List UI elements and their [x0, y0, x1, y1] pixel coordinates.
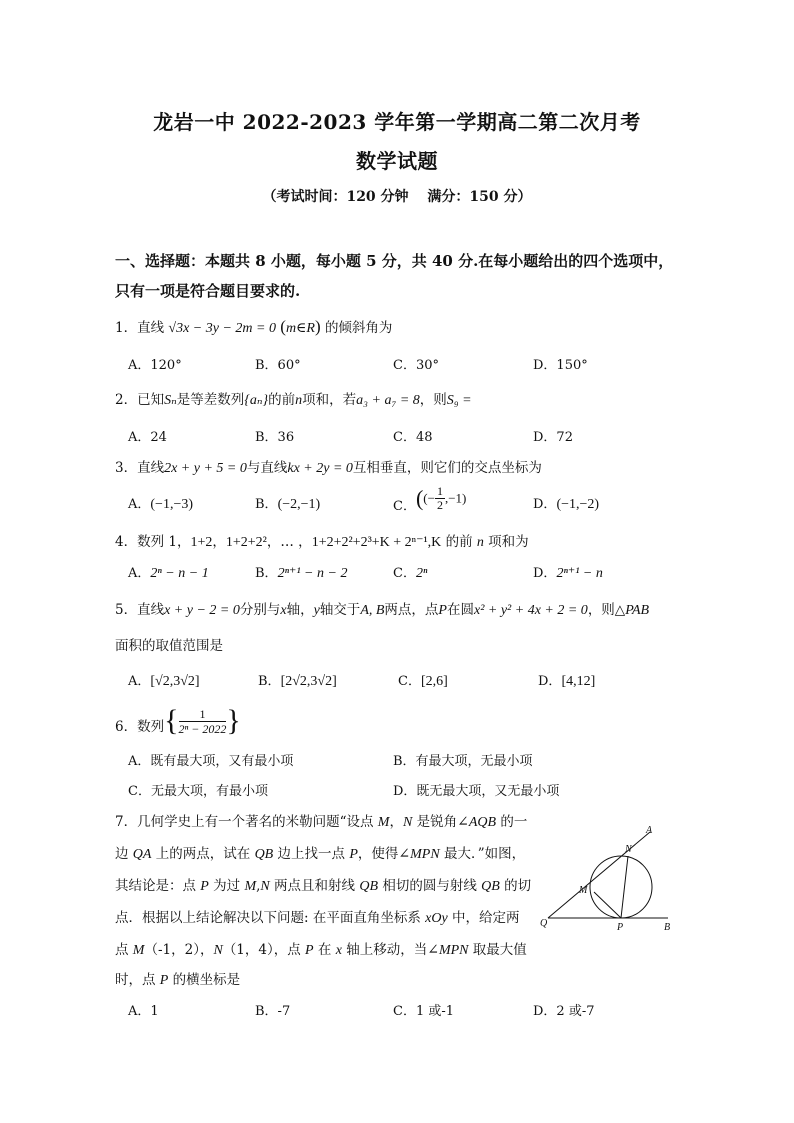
option-a: A．24 — [128, 430, 167, 445]
text: ，则△ — [587, 602, 626, 618]
option-d: D．72 — [533, 430, 573, 445]
label-a: A — [646, 825, 653, 836]
text: 最大．”如图， — [439, 846, 526, 862]
var: P — [305, 943, 314, 958]
text: 取最大值 — [468, 942, 527, 958]
tangent-circle — [590, 856, 652, 918]
option-b: B．有最大项，无最小项 — [393, 754, 533, 769]
ray-qa — [548, 832, 650, 918]
label: A． — [128, 674, 151, 689]
label: D． — [533, 497, 557, 512]
question-7-line5 — [115, 938, 527, 959]
text: 4．数列 1， — [115, 534, 191, 550]
exam-info: （考试时间：120 分钟 满分：150 分） — [262, 189, 532, 205]
option-a: A．120° — [128, 358, 182, 373]
label-p: P — [617, 922, 624, 933]
option-b: B．-7 — [255, 1004, 291, 1019]
option-a — [128, 493, 193, 513]
var: N — [260, 879, 270, 894]
text: 中，给定两 — [447, 910, 520, 926]
text: 1．直线 — [115, 320, 165, 336]
label: B． — [255, 566, 278, 581]
text: 是等差数列 — [176, 392, 245, 408]
term: ,K — [427, 535, 442, 550]
var: QB — [481, 879, 500, 894]
label-b: B — [664, 922, 671, 933]
label: C． — [393, 499, 416, 514]
text: 6．数列 — [115, 719, 165, 735]
text: 7．几何学史上有一个著名的米勒问题“设点 — [115, 814, 378, 830]
text: 互相垂直，则它们的交点坐标为 — [352, 460, 542, 476]
value: [√2,3√2] — [150, 674, 200, 689]
variable: P — [438, 603, 447, 618]
var: M — [377, 815, 390, 830]
label: C． — [398, 674, 421, 689]
text: 相切的圆与射线 — [378, 878, 482, 894]
value: 2ⁿ⁺¹ − n − 2 — [277, 566, 348, 581]
option-b — [255, 562, 347, 582]
option-c: C．30° — [393, 358, 439, 373]
equation: x² + y² + 4x + 2 = 0 — [473, 603, 588, 618]
label: B． — [255, 497, 278, 512]
text: ，则 — [419, 392, 447, 408]
fraction — [179, 707, 227, 736]
text: 在 — [313, 942, 336, 958]
text: 时，点 — [115, 972, 160, 988]
fraction-value: ((− $\frac{1}{2}$ ,−1) — [415, 484, 467, 512]
value: [2,6] — [420, 674, 448, 689]
equation: kx + 2y = 0 — [287, 461, 353, 476]
segment-pn — [621, 856, 628, 918]
text: 上的两点，试在 — [151, 846, 255, 862]
label-m: M — [579, 885, 588, 896]
option-b — [258, 670, 337, 690]
option-c: C．无最大项，有最小项 — [128, 784, 268, 799]
points: A, B — [360, 603, 385, 618]
option-c: C．1 或-1 — [393, 1004, 455, 1019]
text: 的前 — [441, 534, 477, 550]
text: ，使得 — [357, 846, 399, 862]
value: [4,12] — [561, 674, 596, 689]
text: 的横坐标是 — [168, 972, 241, 988]
text: 边上找一点 — [273, 846, 350, 862]
question-7-line2 — [115, 842, 525, 863]
var: N — [402, 815, 413, 830]
text: 的倾斜角为 — [324, 320, 393, 336]
text: 项和为 — [483, 534, 529, 550]
option-a — [128, 562, 209, 582]
paren-close: ) — [314, 317, 321, 336]
text: , — [256, 878, 261, 894]
value: (−1,−3) — [150, 497, 194, 512]
label: A． — [128, 566, 151, 581]
var: M — [244, 879, 257, 894]
var: xOy — [425, 911, 448, 926]
label-q: Q — [540, 918, 548, 929]
segment-pm — [594, 892, 621, 918]
option-c — [398, 670, 448, 690]
text: （1，4），点 — [222, 942, 306, 958]
text: 3．直线 — [115, 460, 165, 476]
text: 的切 — [499, 878, 532, 894]
option-c — [393, 485, 466, 512]
text: ， — [389, 814, 403, 830]
var: P — [349, 847, 358, 862]
equation: √3x − 3y − 2m = 0 — [168, 321, 276, 336]
variable: y — [313, 603, 320, 618]
var: QB — [254, 847, 274, 862]
text: 的一 — [496, 814, 528, 830]
term: 1+2 — [190, 535, 213, 550]
section-instructions-line1: 一、选择题：本题共 8 小题，每小题 5 分，共 40 分.在每小题给出的四个选项中， — [115, 252, 674, 270]
equation: a₃ + a₇ = 8 — [356, 393, 420, 408]
denominator: 2ⁿ − 2022 — [178, 721, 227, 736]
question-1-stem — [115, 316, 392, 337]
text: 轴上移动，当 — [341, 942, 428, 958]
sequence-set: { $\frac{1}{\text{2ⁿ − 2022}}$ } — [164, 704, 241, 737]
question-6-stem — [115, 704, 241, 738]
label: D． — [538, 674, 562, 689]
value: 2ⁿ − n − 1 — [150, 566, 209, 581]
var: x — [335, 943, 342, 958]
text: 两点且和射线 — [269, 878, 360, 894]
value: 2ⁿ⁺¹ − n — [556, 566, 603, 581]
text: ，… ， — [266, 534, 312, 550]
text: 两点，点 — [384, 602, 439, 618]
var: N — [213, 943, 223, 958]
option-d — [533, 493, 599, 513]
var: P — [200, 879, 209, 894]
option-c — [393, 562, 427, 582]
variable: n — [476, 535, 484, 550]
subject-title: 数学试题 — [356, 149, 438, 173]
term: 1+2+2² — [225, 535, 267, 550]
question-7-line4 — [115, 906, 519, 927]
sum-symbol: Sₙ — [164, 393, 177, 408]
text: 轴交于 — [319, 602, 361, 618]
option-c: C．48 — [393, 430, 433, 445]
question-7-line6 — [115, 968, 240, 989]
text: ， — [212, 534, 226, 550]
question-2-stem — [115, 388, 472, 409]
text: 分别与 — [239, 602, 281, 618]
option-a — [128, 670, 200, 690]
section-instructions-line2: 只有一项是符合题目要求的. — [115, 282, 301, 300]
target: S₉ = — [446, 393, 472, 408]
variable: n — [295, 393, 303, 408]
label: C． — [393, 566, 416, 581]
var: M — [132, 943, 145, 958]
text: （-1，2）， — [144, 942, 214, 958]
option-d: D．2 或-7 — [533, 1004, 595, 1019]
denominator: 2 — [436, 498, 443, 512]
option-d — [538, 670, 595, 690]
text: 与直线 — [246, 460, 288, 476]
question-7-line3 — [115, 874, 531, 895]
fraction — [435, 485, 445, 512]
label: D． — [533, 566, 557, 581]
sequence: {aₙ} — [244, 393, 269, 408]
text: 的前 — [268, 392, 296, 408]
equation: 2x + y + 5 = 0 — [164, 461, 247, 476]
triangle: PAB — [625, 603, 650, 618]
var: QB — [359, 879, 379, 894]
option-b: B．60° — [255, 358, 301, 373]
text: 边 — [115, 846, 133, 862]
option-d — [533, 562, 603, 582]
numerator: 1 — [436, 484, 443, 498]
option-a: A．既有最大项，又有最小项 — [128, 754, 294, 769]
angle: ∠MPN — [398, 847, 440, 862]
value: 2ⁿ — [415, 566, 428, 581]
text: 在圆 — [446, 602, 474, 618]
option-d: D．既无最大项，又无最小项 — [393, 784, 560, 799]
text: 5．直线 — [115, 602, 165, 618]
text: 是锐角 — [412, 814, 458, 830]
question-5-stem — [115, 598, 649, 619]
variable: x — [280, 603, 287, 618]
label-n: N — [625, 844, 632, 855]
numerator: 1 — [179, 707, 227, 722]
question-7-line1 — [115, 810, 527, 831]
question-4-stem — [115, 530, 529, 551]
text: 点 — [115, 942, 133, 958]
question-5-stem-line2: 面积的取值范围是 — [115, 638, 223, 654]
text: 轴， — [286, 602, 314, 618]
option-d: D．150° — [533, 358, 588, 373]
text: 为过 — [208, 878, 245, 894]
text: 点．根据以上结论解决以下问题: 在平面直角坐标系 — [115, 910, 426, 926]
value: [2√2,3√2] — [280, 674, 337, 689]
label: A． — [128, 497, 151, 512]
miller-problem-figure — [540, 822, 680, 934]
text: 2．已知 — [115, 392, 165, 408]
label: B． — [258, 674, 281, 689]
rest: ,−1) — [444, 490, 467, 506]
minus: (− — [423, 490, 435, 506]
text: 其结论是：点 — [115, 878, 201, 894]
exam-title: 龙岩一中 2022-2023 学年第一学期高二第二次月考 — [153, 110, 641, 134]
option-b — [255, 493, 320, 513]
equation: x + y − 2 = 0 — [164, 603, 240, 618]
option-b: B．36 — [255, 430, 295, 445]
text: 项和，若 — [302, 392, 357, 408]
condition: m∈R — [285, 321, 315, 336]
option-a: A．1 — [128, 1004, 159, 1019]
var: P — [159, 973, 169, 988]
paren-open: ( — [280, 317, 286, 336]
angle: ∠MPN — [427, 943, 469, 958]
value: (−2,−1) — [277, 497, 321, 512]
term: 1+2+2²+2³+K + 2ⁿ⁻¹ — [311, 535, 428, 550]
value: (−1,−2) — [556, 497, 600, 512]
question-3-stem — [115, 456, 542, 477]
angle: ∠AQB — [457, 815, 497, 830]
var: QA — [132, 847, 152, 862]
